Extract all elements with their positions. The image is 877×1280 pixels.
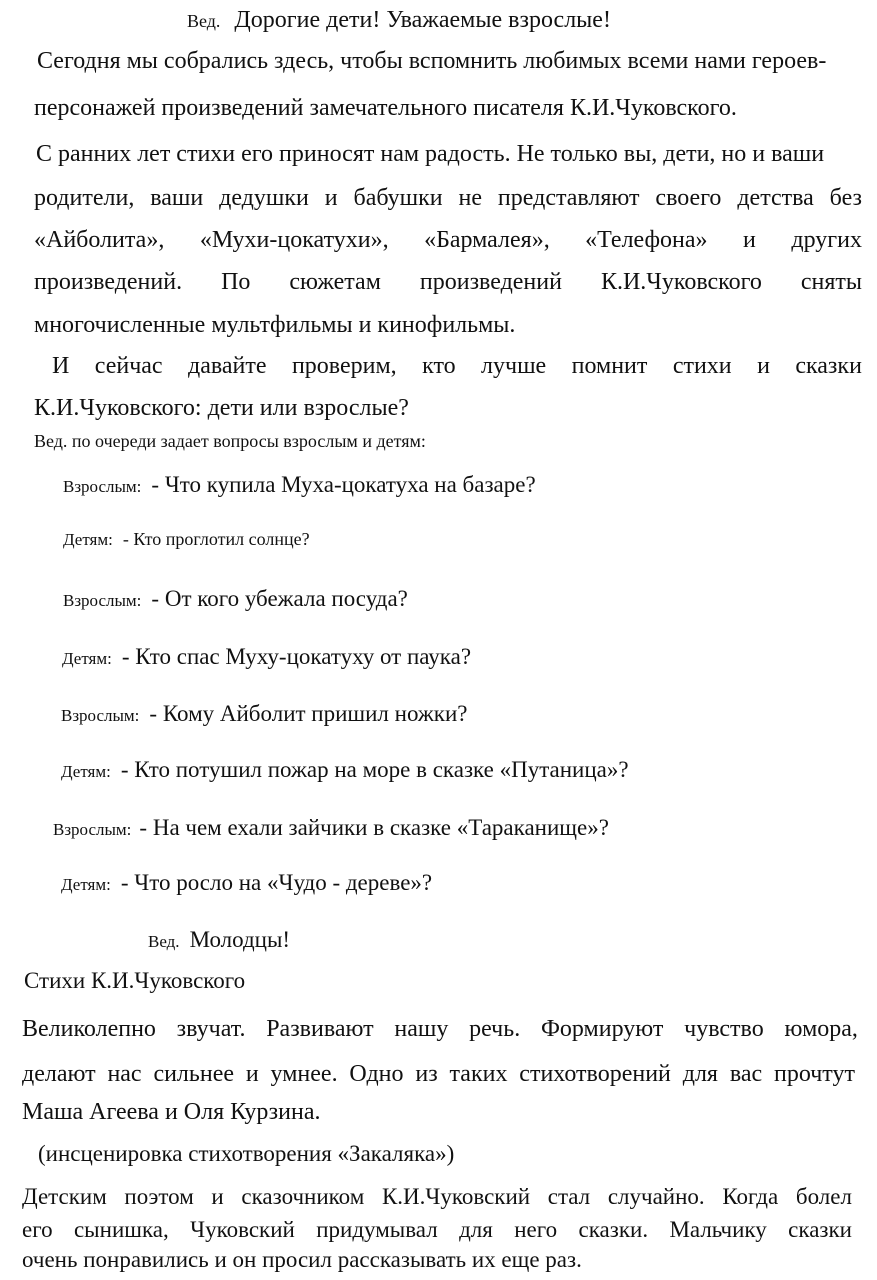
word: Детским <box>22 1184 107 1209</box>
praise-text: Молодцы! <box>189 927 291 952</box>
question-item <box>61 871 432 894</box>
word: сказки <box>795 353 862 379</box>
paragraph-2-line-5: многочисленные мультфильмы и кинофильмы. <box>34 312 516 338</box>
word: и <box>324 185 338 211</box>
question-text: - От кого убежала посуда? <box>151 586 408 611</box>
word: своего <box>655 185 722 211</box>
question-item <box>61 758 629 781</box>
word: Мальчику <box>669 1217 767 1242</box>
question-addressee: Взрослым: <box>63 591 142 610</box>
ending-line-3: очень понравились и он просил рассказывать их еще раз. <box>22 1247 582 1272</box>
word: Когда <box>722 1184 779 1209</box>
word: Формируют <box>540 1016 664 1042</box>
question-text: - Кто потушил пожар на море в сказке «Путаница»? <box>120 757 629 782</box>
ending-line-2 <box>22 1218 852 1241</box>
paragraph-1-line-1: Сегодня мы собрались здесь, чтобы вспомнить любимых всеми нами героев- <box>37 48 827 74</box>
word: поэтом <box>124 1184 194 1209</box>
word: К.И.Чуковского <box>600 269 762 295</box>
question-addressee: Взрослым: <box>53 820 132 839</box>
word: ваши <box>150 185 204 211</box>
paragraph-3-line-1 <box>52 354 862 378</box>
word: звучат. <box>176 1016 246 1042</box>
paragraph-2-line-3 <box>34 228 862 252</box>
question-item <box>62 645 471 668</box>
word: сильнее <box>153 1061 235 1087</box>
word: сынишка, <box>73 1217 169 1242</box>
word: речь. <box>469 1016 521 1042</box>
paragraph-2-line-4 <box>34 270 862 294</box>
word: без <box>829 185 862 211</box>
word: родители, <box>34 185 135 211</box>
question-text: - Кто спас Муху-цокатуху от паука? <box>121 644 472 669</box>
word: сказочником <box>241 1184 365 1209</box>
word: сказки <box>788 1217 852 1242</box>
word: сюжетам <box>289 269 381 295</box>
word: лучше <box>481 353 547 379</box>
paragraph-3-line-2: К.И.Чуковского: дети или взрослые? <box>34 395 409 421</box>
word: представляют <box>497 185 640 211</box>
paragraph-1-line-2: персонажей произведений замечательного писателя К.И.Чуковского. <box>34 95 737 121</box>
word: и <box>757 353 770 379</box>
word: Развивают <box>266 1016 374 1042</box>
word: придумывал <box>316 1217 438 1242</box>
question-item <box>63 473 536 496</box>
ending-line-1 <box>22 1185 852 1208</box>
poems-title: Стихи К.И.Чуковского <box>24 968 246 993</box>
word: болел <box>795 1184 852 1209</box>
word: стихотворений <box>519 1061 671 1087</box>
word: не <box>458 185 483 211</box>
poems-line-2 <box>22 1062 855 1086</box>
paragraph-2-line-2 <box>34 186 862 210</box>
word: сейчас <box>94 353 163 379</box>
question-item <box>61 702 467 725</box>
word: для <box>459 1217 493 1242</box>
speaker-label: Вед. <box>187 11 221 31</box>
question-addressee: Взрослым: <box>61 706 140 725</box>
praise-line <box>148 928 290 951</box>
word: нас <box>107 1061 142 1087</box>
word: нашу <box>394 1016 449 1042</box>
word: произведений. <box>34 269 183 295</box>
word: «Айболита», <box>34 227 165 253</box>
question-addressee: Детям: <box>61 875 111 894</box>
question-text: - Кто проглотил солнце? <box>122 529 310 549</box>
question-addressee: Детям: <box>61 762 111 781</box>
word: «Мухи-цокатухи», <box>199 227 389 253</box>
intro-heading <box>187 8 611 32</box>
word: произведений <box>419 269 562 295</box>
word: и <box>245 1061 259 1087</box>
word: Чуковский <box>190 1217 295 1242</box>
poems-line-1 <box>22 1017 858 1041</box>
word: для <box>682 1061 718 1087</box>
word: Одно <box>349 1061 404 1087</box>
question-item <box>63 530 310 549</box>
word: сказки. <box>578 1217 649 1242</box>
word: проверим, <box>291 353 397 379</box>
question-item <box>53 816 609 839</box>
question-addressee: Взрослым: <box>63 477 142 496</box>
word: делают <box>22 1061 96 1087</box>
word: прочтут <box>773 1061 855 1087</box>
staging-note: (инсценировка стихотворения «Закаляка») <box>38 1141 455 1166</box>
word: бабушки <box>353 185 443 211</box>
word: его <box>22 1217 53 1242</box>
word: сняты <box>800 269 862 295</box>
question-text: - На чем ехали зайчики в сказке «Тараканище»? <box>139 815 609 840</box>
word: К.И.Чуковский <box>381 1184 531 1209</box>
question-text: - Кому Айболит пришил ножки? <box>149 701 468 726</box>
word: чувство <box>684 1016 764 1042</box>
word: и <box>743 227 756 253</box>
question-addressee: Детям: <box>63 530 113 549</box>
question-text: - Что купила Муха-цокатуха на базаре? <box>151 472 536 497</box>
poems-line-3: Маша Агеева и Оля Курзина. <box>22 1099 321 1125</box>
word: «Телефона» <box>585 227 708 253</box>
word: юмора, <box>784 1016 858 1042</box>
question-text: - Что росло на «Чудо - дереве»? <box>120 870 433 895</box>
question-addressee: Детям: <box>62 649 112 668</box>
word: И <box>52 353 70 379</box>
word: умнее. <box>270 1061 338 1087</box>
word: стихи <box>672 353 732 379</box>
word: и <box>211 1184 224 1209</box>
word: других <box>791 227 862 253</box>
word: «Бармалея», <box>424 227 550 253</box>
word: По <box>221 269 251 295</box>
greeting-text: Дорогие дети! Уважаемые взрослые! <box>234 7 611 33</box>
word: Великолепно <box>22 1016 156 1042</box>
word: таких <box>449 1061 508 1087</box>
word: него <box>514 1217 558 1242</box>
instruction-text: Вед. по очереди задает вопросы взрослым и детям: <box>34 431 426 451</box>
word: вас <box>729 1061 763 1087</box>
speaker-label: Вед. <box>148 932 180 951</box>
word: кто <box>422 353 456 379</box>
word: из <box>415 1061 438 1087</box>
word: дедушки <box>219 185 309 211</box>
word: случайно. <box>607 1184 705 1209</box>
paragraph-2-line-1: С ранних лет стихи его приносят нам радость. Не только вы, дети, но и ваши <box>36 141 825 167</box>
question-item <box>63 587 408 610</box>
word: стал <box>547 1184 591 1209</box>
word: помнит <box>571 353 648 379</box>
word: детства <box>737 185 814 211</box>
word: давайте <box>188 353 267 379</box>
